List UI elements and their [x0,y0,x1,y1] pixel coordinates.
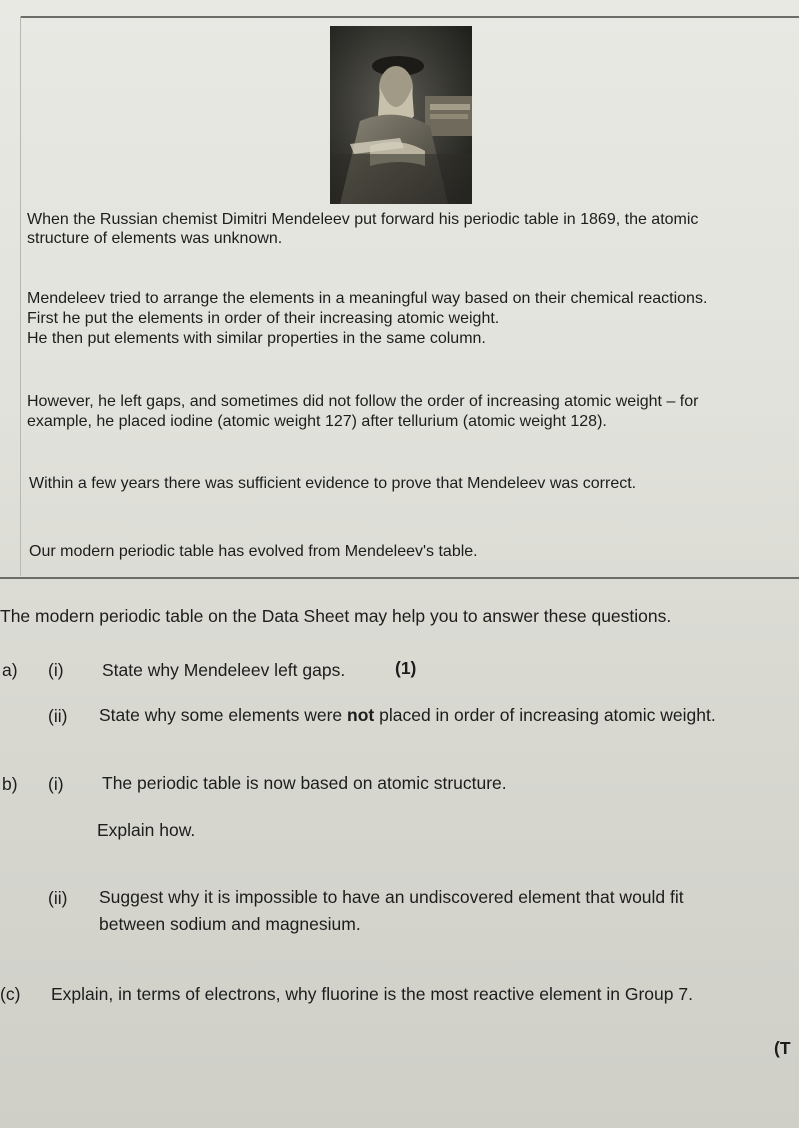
info-box-top-border [20,16,799,18]
question-b-ii-label: (ii) [48,888,68,908]
info-paragraph-1-line-2: structure of elements was unknown. [27,230,283,247]
question-a-ii-bold: not [347,705,375,725]
info-paragraph-3-line-2: example, he placed iodine (atomic weight 127) after tellurium (atomic weight 128). [27,413,607,430]
info-paragraph-2-line-3: He then put elements with similar properties in the same column. [27,330,486,347]
question-a-ii-label: (ii) [48,706,68,726]
info-box-bottom-border [0,577,799,579]
mendeleev-portrait-image [330,26,472,204]
info-paragraph-2-line-1: Mendeleev tried to arrange the elements in a meaningful way based on their chemical reactions. [27,290,708,307]
info-paragraph-1-line-1: When the Russian chemist Dimitri Mendeleev put forward his periodic table in 1869, the atomic [27,211,699,228]
info-paragraph-3-line-1: However, he left gaps, and sometimes did not follow the order of increasing atomic weight – for [27,393,699,410]
question-a-i-label: (i) [48,660,64,680]
info-paragraph-4: Within a few years there was sufficient evidence to prove that Mendeleev was correct. [29,475,637,492]
intro-text: The modern periodic table on the Data Sheet may help you to answer these questions. [0,606,672,626]
info-box-left-border [20,16,21,576]
question-b-label: b) [2,774,18,794]
question-b-ii-line-2: between sodium and magnesium. [99,914,361,934]
question-a-i-text: State why Mendeleev left gaps. [102,660,346,680]
question-a-ii-pre: State why some elements were [99,705,348,725]
question-c-label: (c) [0,984,21,1004]
question-a-label: a) [2,660,18,680]
question-a-ii-text [99,703,716,727]
question-b-i-label: (i) [48,774,64,794]
question-a-ii-post: placed in order of increasing atomic weight. [374,705,716,725]
question-a-i-marks: (1) [395,658,417,678]
total-marks-fragment: (T [774,1038,791,1058]
info-paragraph-5: Our modern periodic table has evolved from Mendeleev's table. [29,543,478,560]
question-c-text: Explain, in terms of electrons, why fluorine is the most reactive element in Group 7. [51,984,693,1004]
question-b-i-text-2: Explain how. [97,820,196,840]
question-b-i-text: The periodic table is now based on atomic structure. [102,773,507,793]
info-paragraph-2-line-2: First he put the elements in order of their increasing atomic weight. [27,310,500,327]
question-b-ii-line-1: Suggest why it is impossible to have an undiscovered element that would fit [99,887,684,907]
